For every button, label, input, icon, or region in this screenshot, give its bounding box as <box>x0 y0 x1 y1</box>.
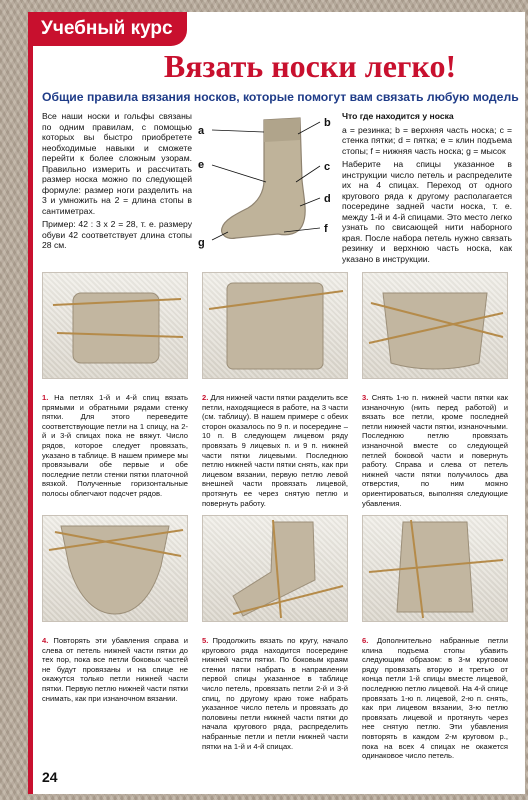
course-tab: Учебный курс <box>33 12 187 46</box>
intro-paragraph: Все наши носки и гольфы связаны по одним правилам, с помощью которых вы быстро приобретете необходимые навыки и сможете перейти к более сложным узорам. Правильно измерить и рассчитать размер носка можно по следующей формуле: размер ноги разделить на 3 и умножить на 2 = длина стопы в сантиметрах. <box>42 111 192 216</box>
label-e: e <box>198 159 205 171</box>
step-caption-5 <box>202 636 348 751</box>
step-photo-4 <box>42 515 188 622</box>
step-caption-3 <box>362 393 508 508</box>
step-caption-6 <box>362 636 508 761</box>
step-number: 6. <box>362 636 369 645</box>
label-f: f <box>324 223 328 235</box>
label-b: b <box>324 117 331 129</box>
sock-diagram <box>192 110 340 255</box>
step-number: 5. <box>202 636 209 645</box>
sock-illustration <box>192 110 340 255</box>
intro-right-column <box>342 111 512 267</box>
legend-text: а = резинка; b = верхняя часть носка; с = стенка пятки; d = пятка; е = клин подъема стопы; f = нижняя часть носка; g = мысок <box>342 124 512 156</box>
step-number: 1. <box>42 393 49 402</box>
label-c: c <box>324 161 331 173</box>
step-caption-2 <box>202 393 348 508</box>
sock-ribbing <box>264 118 300 142</box>
step-number: 2. <box>202 393 209 402</box>
article-title: Вязать носки легко! <box>163 48 457 84</box>
knitting-photo-2 <box>203 273 347 378</box>
step-photo-6 <box>362 515 508 622</box>
knitting-photo-4 <box>43 516 187 621</box>
step-photo-3 <box>362 272 508 379</box>
page-number: 24 <box>42 769 58 785</box>
label-a: a <box>198 125 205 137</box>
step-text: Для нижней части пятки разделить все петли, находящиеся в работе, на 3 части (см. таблицу). В нашем примере с обеих сторон оказалось по 9 п. и посередине – 10 п. В следующем лицевом ряду провязать 9 лицевых п. и 9 п. нижней части пятки лицевыми. Последнюю петлю нижней части пятки снять, как при лицевом вязании, первую петлю левой внешней части провязать лицевой, протянуть ее через снятую петлю и повернуть работу. <box>202 393 348 508</box>
label-d: d <box>324 193 331 205</box>
knitting-photo-3 <box>363 273 507 378</box>
step-text: Повторять эти убавления справа и слева от петель нижней части пятки до тех пор, пока все петли боковых частей не будут провязаны и на спице не окажутся только петли нижней части пятки. Первую петлю нижней части пятки снимать, как при изнаночном вязании. <box>42 636 188 703</box>
knitting-photo-6 <box>363 516 507 621</box>
label-g: g <box>198 237 205 249</box>
step-text: Снять 1-ю п. нижней части пятки как изнаночную (нить перед работой) и вязать все петли, кроме последней петли нижней части пятки, изнаночными. Последнюю петлю провязать изнаночной вместе со следующей петлей боковой части и повернуть работу. Справа и слева от петель нижней части пятки получилось два отверстия, по ним можно ориентироваться, выполняя следующие убавления. <box>362 393 508 508</box>
step-text: На петлях 1-й и 4-й спиц вязать прямыми и обратными рядами стенку пятки. Для этого переведите соответствующие петли на 1 спицу, на 2-й и 3-й спицах пока не вяжут. Число рядов, которое следует провязать, указано в таблице. В нашем примере мы провязывали обе первые и обе последние петли стенки пятки платочной вязкой. Полученные горизонтальные полосы облегчают подсчет рядов. <box>42 393 188 498</box>
size-example: Пример: 42 : 3 х 2 = 28, т. е. размеру обуви 42 соответствует длина стопы 28 см. <box>42 219 192 250</box>
step-caption-1 <box>42 393 188 499</box>
step-text: Продолжить вязать по кругу, начало кругового ряда находится посередине нижней части пятки. По боковым краям стенки пятки набрать в направлении первой спицы указанное в таблице число петель, провязать петли 2-й и 3-й спиц, по другому краю тоже набрать указанное число петель и провязать до половины петли нижней части пятки до начала кругового ряда, распределить набранные петли и петли нижней части пятки на 1-й и 4-й спицах. <box>202 636 348 751</box>
step-text: Дополнительно набранные петли клина подъема стопы убавить следующим образом: в 3-м круговом ряду провязать вторую и третью от конца петли 1-й спицы вместе лицевой, последнюю петлю лицевой. На 4-й спице провязать 1-ю п. лицевой, 2-ю п. снять, как при лицевом вязании, 3-ю петлю провязать лицевой и протянуть через нее снятую петлю. Эти убавления повторять в каждом 2-м круговом р., пока на всех 4 спицах не окажется одинаковое число петель. <box>362 636 508 761</box>
step-number: 4. <box>42 636 49 645</box>
step-photo-1 <box>42 272 188 379</box>
knitting-photo-5 <box>203 516 347 621</box>
intro-left-column <box>42 111 192 254</box>
step-photo-5 <box>202 515 348 622</box>
knitting-photo-1 <box>43 273 187 378</box>
article-subtitle: Общие правила вязания носков, которые помогут вам связать любую модель <box>42 90 519 104</box>
cast-on-instructions: Наберите на спицы указанное в инструкции число петель и распределите их на 4 спицах. Переход от одного кругового ряда к другому располагается посередине задней части носка, т. е. между 1-й и 4-й спицами. Это место легко узнать по свисающей нити наборного края. После набора петель нужно связать резинку и верхнюю часть носка, как указано в инструкции. <box>342 159 512 264</box>
step-number: 3. <box>362 393 369 402</box>
legend-header: Что где находится у носка <box>342 111 454 121</box>
step-caption-4 <box>42 636 188 703</box>
step-photo-2 <box>202 272 348 379</box>
